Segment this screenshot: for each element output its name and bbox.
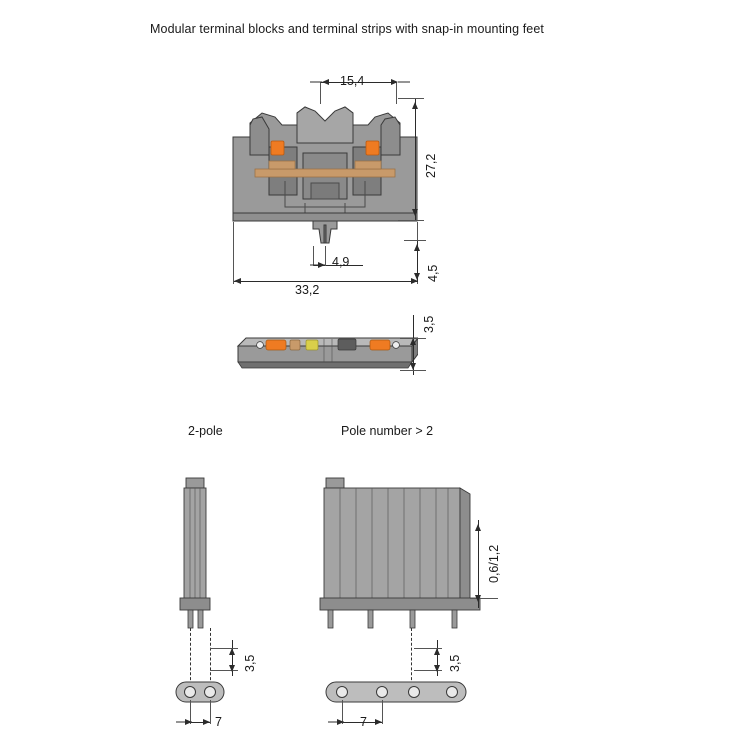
arrow-multi-7 bbox=[326, 716, 390, 729]
arrow-27-2 bbox=[409, 94, 422, 226]
dim-label-2pole-pitch: 3,5 bbox=[243, 654, 257, 672]
page-title: Modular terminal blocks and terminal strips with snap-in mounting feet bbox=[150, 22, 544, 36]
arrow-4-5 bbox=[411, 234, 424, 288]
two-pole-footprint bbox=[166, 674, 246, 710]
variant-label-2-pole: 2-pole bbox=[188, 424, 223, 438]
dim-label-foot-width: 4,9 bbox=[332, 255, 350, 269]
arrow-foot-thickness bbox=[472, 516, 485, 612]
arrow-4-9 bbox=[296, 259, 336, 272]
arrow-2pole-3-5 bbox=[226, 642, 239, 678]
dim-label-height: 27,2 bbox=[424, 153, 438, 178]
dim-label-top-thickness: 3,5 bbox=[422, 315, 436, 333]
dim-label-multi-hole-spacing: 7 bbox=[360, 715, 367, 729]
arrow-multi-3-5 bbox=[431, 642, 444, 678]
multi-pole-footprint bbox=[318, 674, 488, 710]
dim-label-width-top: 15,4 bbox=[340, 74, 365, 88]
dim-label-multi-pitch: 3,5 bbox=[448, 654, 462, 672]
two-pole-side-view bbox=[178, 470, 238, 630]
variant-label-multi-pole: Pole number > 2 bbox=[341, 424, 434, 438]
arrow-top-3-5 bbox=[407, 330, 420, 380]
top-view-drawing bbox=[232, 330, 418, 374]
arrow-33-2 bbox=[228, 275, 424, 288]
arrow-2pole-7 bbox=[174, 716, 218, 729]
dim-label-2pole-hole-spacing: 7 bbox=[215, 715, 222, 729]
dim-label-foot-thickness: 0,6/1,2 bbox=[487, 544, 501, 583]
dim-label-total-width: 33,2 bbox=[295, 283, 320, 297]
front-view-drawing bbox=[225, 95, 425, 260]
multi-pole-side-view bbox=[318, 470, 488, 630]
dim-label-foot-height: 4,5 bbox=[426, 264, 440, 282]
